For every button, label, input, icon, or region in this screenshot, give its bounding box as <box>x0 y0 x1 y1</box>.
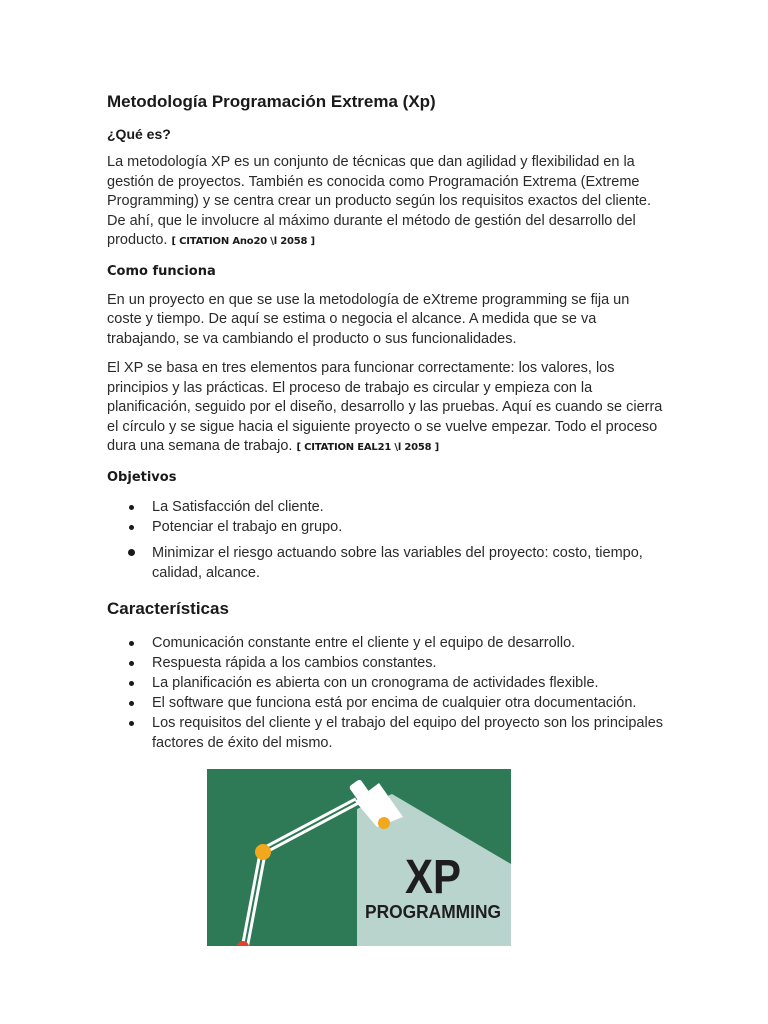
list-item: El software que funciona está por encima de cualquier otra documentación. <box>107 693 667 713</box>
document-page <box>107 90 667 763</box>
document-title: Metodología Programación Extrema (Xp) <box>107 92 436 111</box>
lamp-joint-icon <box>255 844 271 860</box>
paragraph-que-es <box>107 153 667 252</box>
list-item: La Satisfacción del cliente. <box>107 497 667 517</box>
list-item: Comunicación constante entre el cliente y el equipo de desarrollo. <box>107 633 667 653</box>
list-item: Minimizar el riesgo actuando sobre las variables del proyecto: costo, tiempo, calidad, alcance. <box>107 543 667 583</box>
citation-eal21: [ CITATION EAL21 \l 2058 ] <box>296 442 440 453</box>
objetivos-list <box>107 497 667 583</box>
xp-programming-image <box>207 769 511 946</box>
logo-programming: PROGRAMMING <box>365 902 501 922</box>
caracteristicas-list <box>107 633 667 753</box>
list-item: Respuesta rápida a los cambios constantes. <box>107 653 667 673</box>
list-item: Los requisitos del cliente y el trabajo del equipo del proyecto son los principales factores de éxito del mismo. <box>107 713 667 753</box>
heading-objetivos: Objetivos <box>107 469 177 485</box>
logo-xp: XP <box>404 849 462 904</box>
paragraph-como-funciona-2 <box>107 359 667 458</box>
heading-caracteristicas: Características <box>107 598 229 618</box>
paragraph-como-funciona-2-text: El XP se basa en tres elementos para funcionar correctamente: los valores, los principios y las prácticas. El proceso de trabajo es circular y empieza con la planificación, seguido por el diseño, desarrollo y las pruebas. Aquí es cuando se cierra el círculo y se sigue hacia el siguiente proyecto o se vuelve empezar. Todo el proceso dura una semana de trabajo. <box>107 360 663 454</box>
paragraph-como-funciona-1: En un proyecto en que se use la metodología de eXtreme programming se fija un coste y tiempo. De aquí se estima o negocia el alcance. A medida que se va trabajando, se va cambiando el producto o sus funcionalidades. <box>107 291 630 347</box>
heading-como-funciona: Como funciona <box>107 263 216 279</box>
list-item: La planificación es abierta con un cronograma de actividades flexible. <box>107 673 667 693</box>
list-item: Potenciar el trabajo en grupo. <box>107 517 667 537</box>
xp-lamp-illustration <box>207 769 511 946</box>
heading-que-es: ¿Qué es? <box>107 126 171 142</box>
citation-ano20: [ CITATION Ano20 \l 2058 ] <box>171 236 315 247</box>
paragraph-que-es-text: La metodología XP es un conjunto de técnicas que dan agilidad y flexibilidad en la gestión de proyectos. También es conocida como Programación Extrema (Extreme Programming) y se centra crear un producto según los requisitos exactos del cliente. De ahí, que le involucre al máximo durante el método de gestión del desarrollo del producto. <box>107 154 652 248</box>
